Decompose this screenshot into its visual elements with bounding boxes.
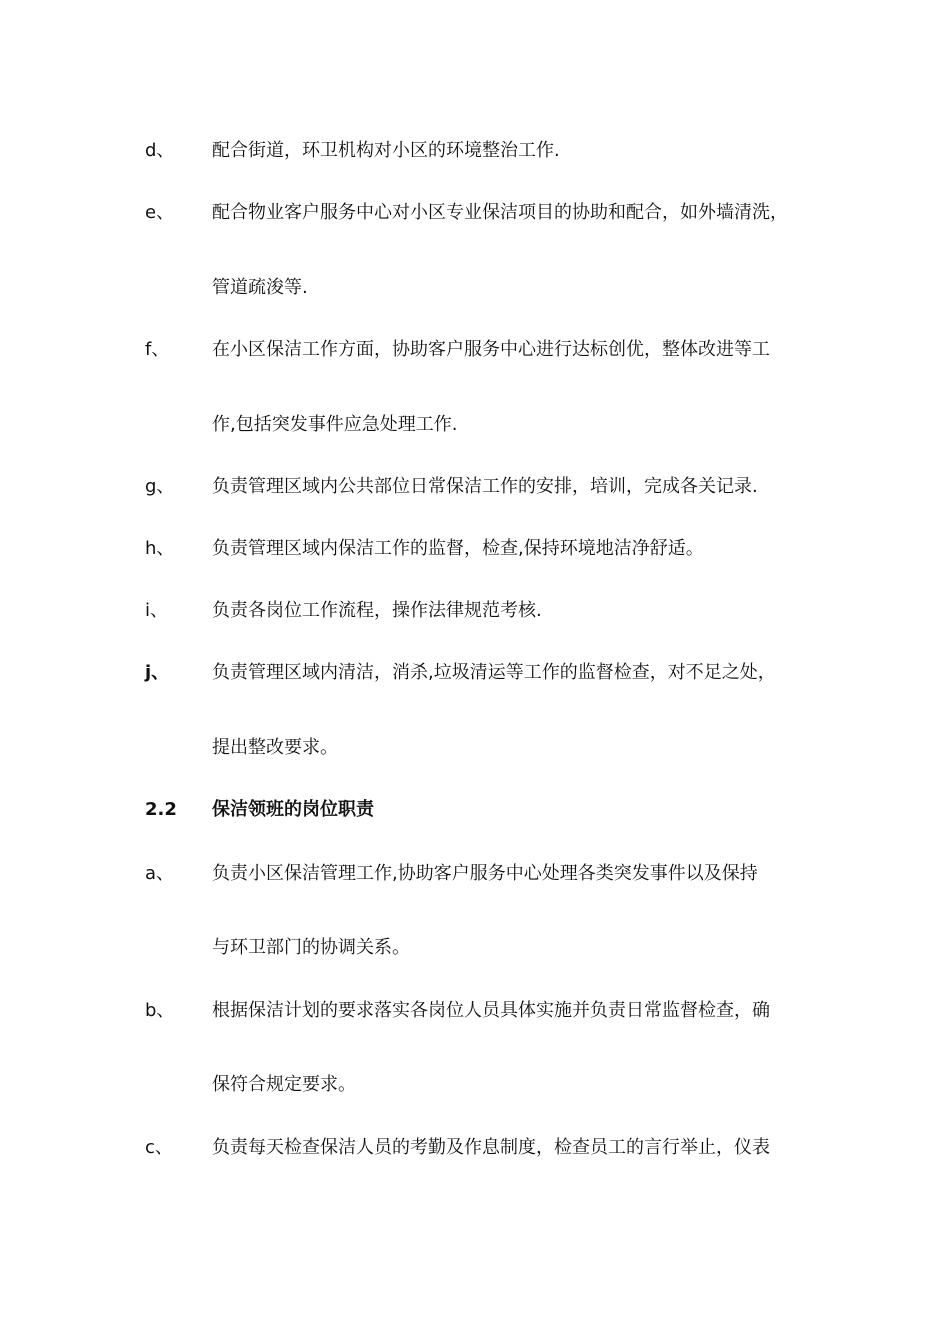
item-text-e-line2: 管道疏浚等. — [212, 277, 308, 298]
item-text-g-line1: 负责管理区域内公共部位日常保洁工作的安排，培训，完成各关记录. — [212, 476, 758, 497]
item-text-f-line2: 作,包括突发事件应急处理工作. — [212, 414, 458, 435]
item-text-d-line1: 配合街道，环卫机构对小区的环境整治工作. — [212, 140, 560, 161]
item-text-f-line1: 在小区保洁工作方面，协助客户服务中心进行达标创优，整体改进等工 — [212, 339, 770, 360]
item-label-j: j、 — [145, 662, 170, 683]
section-title: 保洁领班的岗位职责 — [212, 799, 374, 820]
item-label-e: e、 — [145, 202, 175, 223]
item-text-a-line2: 与环卫部门的协调关系。 — [212, 937, 410, 958]
item-label-g: g、 — [145, 476, 175, 497]
item-text-i-line1: 负责各岗位工作流程，操作法律规范考核. — [212, 600, 542, 621]
item-text-e-line1: 配合物业客户服务中心对小区专业保洁项目的协助和配合，如外墙清洗， — [212, 202, 788, 223]
item-label-h: h、 — [145, 538, 175, 559]
item-text-b-line1: 根据保洁计划的要求落实各岗位人员具体实施并负责日常监督检查，确 — [212, 1000, 770, 1021]
item-text-c-line1: 负责每天检查保洁人员的考勤及作息制度，检查员工的言行举止，仪表 — [212, 1137, 770, 1158]
item-label-f: f、 — [145, 339, 170, 360]
item-label-i: i、 — [145, 600, 169, 621]
item-text-h-line1: 负责管理区域内保洁工作的监督，检查,保持环境地洁净舒适。 — [212, 538, 704, 559]
section-number: 2.2 — [145, 799, 177, 820]
item-text-b-line2: 保符合规定要求。 — [212, 1074, 356, 1095]
item-label-d: d、 — [145, 140, 175, 161]
item-text-j-line1: 负责管理区域内清洁，消杀,垃圾清运等工作的监督检查，对不足之处， — [212, 662, 776, 683]
item-label-b: b、 — [145, 1000, 175, 1021]
item-text-j-line2: 提出整改要求。 — [212, 737, 338, 758]
item-text-a-line1: 负责小区保洁管理工作,协助客户服务中心处理各类突发事件以及保持 — [212, 863, 758, 884]
item-label-c: c、 — [145, 1137, 173, 1158]
item-label-a: a、 — [145, 863, 175, 884]
